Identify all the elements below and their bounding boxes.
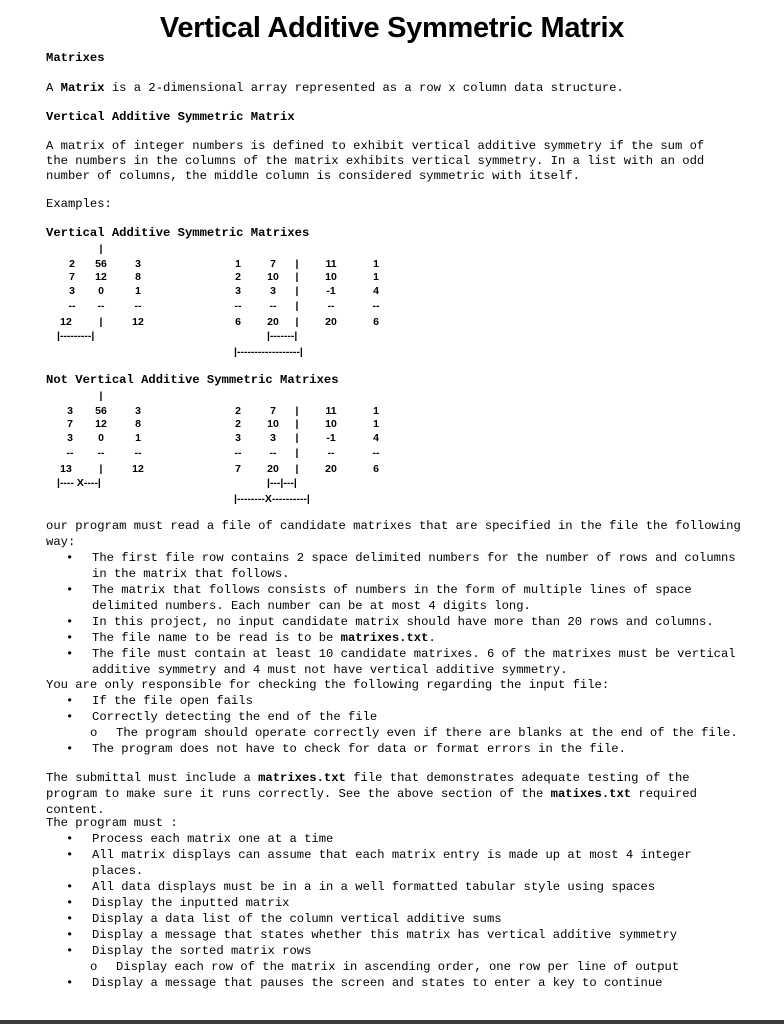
matrix-cell: 0 bbox=[98, 285, 104, 297]
matrix-cell: 1 bbox=[373, 271, 379, 283]
matrix-cell: 56 bbox=[95, 405, 107, 417]
page-title: Vertical Additive Symmetric Matrix bbox=[159, 12, 625, 44]
list-item-text: Correctly detecting the end of the file bbox=[92, 710, 378, 724]
list-item-text: Display the sorted matrix rows bbox=[92, 944, 312, 958]
center-bar: | bbox=[99, 463, 103, 475]
bullet-icon: • bbox=[66, 944, 74, 958]
matrix-cell: 3 bbox=[235, 285, 241, 297]
bullet-icon: • bbox=[66, 976, 74, 990]
bullet-icon: • bbox=[66, 880, 74, 894]
definition-line: number of columns, the middle column is considered symmetric with itself. bbox=[46, 169, 580, 183]
bullet-icon: • bbox=[66, 694, 74, 708]
bullet-icon: • bbox=[66, 631, 74, 645]
separator-cell: -- bbox=[372, 447, 380, 459]
separator-cell: -- bbox=[134, 300, 142, 312]
column-sum: 20 bbox=[325, 463, 337, 475]
list-item-text: Display a message that states whether this matrix has vertical additive symmetry bbox=[92, 928, 678, 942]
list-item-text: Display a data list of the column vertical additive sums bbox=[92, 912, 502, 926]
list-item-text: The first file row contains 2 space delimited numbers for the number of rows and columns in the matrix that follows. bbox=[92, 551, 736, 581]
list-item-text: The file must contain at least 10 candidate matrixes. 6 of the matrixes must be vertical additive symmetry and 4 must not have vertical additive symmetry. bbox=[92, 647, 736, 677]
separator-cell: -- bbox=[372, 300, 380, 312]
program-requirements-intro: The program must : bbox=[46, 816, 178, 830]
separator-cell: -- bbox=[97, 300, 105, 312]
symmetric-examples-heading: Vertical Additive Symmetric Matrixes bbox=[46, 226, 310, 240]
separator-cell: -- bbox=[97, 447, 105, 459]
list-item-text: All matrix displays can assume that each matrix entry is made up at most 4 integer places. bbox=[92, 848, 692, 878]
separator-cell: -- bbox=[269, 447, 277, 459]
matrix-bold-term: Matrix bbox=[60, 81, 105, 95]
matrix-cell: 7 bbox=[270, 405, 276, 417]
column-sum: 12 bbox=[60, 316, 72, 328]
file-name-bold: matixes.txt bbox=[550, 787, 632, 801]
bullet-icon: • bbox=[66, 583, 74, 597]
matrix-cell: 3 bbox=[67, 405, 73, 417]
vas-matrix-heading: Vertical Additive Symmetric Matrix bbox=[46, 110, 295, 124]
matrix-cell: 56 bbox=[95, 258, 107, 270]
sub-list-item bbox=[46, 959, 746, 975]
matrix-cell: 7 bbox=[69, 271, 75, 283]
matrix-cell: 3 bbox=[135, 258, 141, 270]
matrix-cell: 10 bbox=[325, 271, 337, 283]
file-name-bold: matrixes.txt bbox=[340, 631, 429, 645]
matrix-cell: 3 bbox=[235, 432, 241, 444]
bullet-icon: • bbox=[66, 551, 74, 565]
matrix-cell: 3 bbox=[270, 432, 276, 444]
list-item bbox=[46, 614, 746, 630]
bullet-icon: • bbox=[66, 848, 74, 862]
list-item-text: Display each row of the matrix in ascending order, one row per line of output bbox=[116, 960, 680, 974]
center-bar: | bbox=[295, 418, 299, 430]
text-run: The submittal must include a bbox=[46, 771, 259, 785]
bullet-icon: • bbox=[66, 912, 74, 926]
matrix-cell: 1 bbox=[135, 285, 141, 297]
inner-symmetry-bracket: |-------| bbox=[267, 330, 298, 342]
center-bar: | bbox=[295, 432, 299, 444]
center-bar: | bbox=[295, 405, 299, 417]
text-run: required content. bbox=[46, 787, 697, 817]
matrix-cell: 10 bbox=[267, 271, 279, 283]
matrix-cell: -1 bbox=[326, 432, 336, 444]
matrix-cell: -1 bbox=[326, 285, 336, 297]
matrix-cell: 10 bbox=[325, 418, 337, 430]
bullet-icon: • bbox=[66, 928, 74, 942]
bottom-divider bbox=[0, 1020, 784, 1024]
matrix-cell: 12 bbox=[95, 418, 107, 430]
list-item bbox=[46, 895, 746, 911]
matrix-cell: 3 bbox=[69, 285, 75, 297]
separator-cell: -- bbox=[269, 300, 277, 312]
list-item-text: The program does not have to check for data or format errors in the file. bbox=[92, 742, 626, 756]
center-bar: | bbox=[295, 300, 299, 312]
list-item bbox=[46, 693, 746, 709]
separator-cell: -- bbox=[234, 300, 242, 312]
matrix-cell: 11 bbox=[325, 405, 337, 417]
matrix-cell: 10 bbox=[267, 418, 279, 430]
separator-cell: -- bbox=[68, 300, 76, 312]
matrix-cell: 2 bbox=[235, 405, 241, 417]
matrix-cell: 2 bbox=[69, 258, 75, 270]
bullet-icon: • bbox=[66, 615, 74, 629]
outer-symmetry-bracket: |------------------| bbox=[234, 346, 303, 358]
bullet-icon: • bbox=[66, 647, 74, 661]
separator-cell: -- bbox=[66, 447, 74, 459]
list-item-text: . bbox=[428, 631, 436, 645]
list-item-text: Display the inputted matrix bbox=[92, 896, 290, 910]
list-item bbox=[46, 879, 746, 895]
list-item-text: The program should operate correctly even if there are blanks at the end of the file. bbox=[116, 726, 738, 740]
separator-cell: -- bbox=[234, 447, 242, 459]
column-sum: 20 bbox=[325, 316, 337, 328]
not-symmetric-examples-heading: Not Vertical Additive Symmetric Matrixes bbox=[46, 373, 339, 387]
bullet-icon: • bbox=[66, 896, 74, 910]
matrix-cell: 4 bbox=[373, 432, 379, 444]
symmetry-bracket: |---------| bbox=[57, 330, 95, 342]
center-bar: | bbox=[99, 316, 103, 328]
text-run: is a 2-dimensional array represented as a row x column data structure. bbox=[104, 81, 624, 95]
definition-line: the numbers in the columns of the matrix exhibits vertical symmetry. In a list with an odd bbox=[46, 154, 705, 168]
sub-bullet-icon: o bbox=[90, 726, 98, 740]
center-bar: | bbox=[99, 243, 103, 255]
matrix-cell: 3 bbox=[135, 405, 141, 417]
column-sum: 7 bbox=[235, 463, 241, 475]
list-item-text: The file name to be read is to be bbox=[92, 631, 341, 645]
list-item bbox=[46, 975, 746, 991]
matrix-cell: 2 bbox=[235, 271, 241, 283]
matrix-cell: 12 bbox=[95, 271, 107, 283]
sub-bullet-icon: o bbox=[90, 960, 98, 974]
bullet-icon: • bbox=[66, 742, 74, 756]
center-bar: | bbox=[295, 316, 299, 328]
bullet-icon: • bbox=[66, 832, 74, 846]
list-item-text: In this project, no input candidate matrix should have more than 20 rows and columns. bbox=[92, 615, 714, 629]
matrix-cell: 3 bbox=[270, 285, 276, 297]
file-format-intro: our program must read a file of candidate matrixes that are specified in the file the following way: bbox=[46, 519, 741, 549]
separator-cell: -- bbox=[327, 447, 335, 459]
matrix-cell: 4 bbox=[373, 285, 379, 297]
list-item-text: If the file open fails bbox=[92, 694, 253, 708]
file-format-section bbox=[46, 518, 746, 678]
matrix-cell: 1 bbox=[373, 258, 379, 270]
list-item-text: Process each matrix one at a time bbox=[92, 832, 334, 846]
list-item bbox=[46, 646, 746, 678]
matrix-cell: 11 bbox=[325, 258, 337, 270]
submittal-paragraph bbox=[46, 770, 746, 818]
center-bar: | bbox=[295, 258, 299, 270]
list-item bbox=[46, 741, 746, 757]
column-sum: 12 bbox=[132, 463, 144, 475]
matrix-cell: 0 bbox=[98, 432, 104, 444]
list-item bbox=[46, 943, 746, 959]
examples-label: Examples: bbox=[46, 197, 112, 211]
list-item bbox=[46, 911, 746, 927]
list-item-text: Display a message that pauses the screen and states to enter a key to continue bbox=[92, 976, 663, 990]
bullet-icon: • bbox=[66, 710, 74, 724]
list-item bbox=[46, 831, 746, 847]
definition-line: A matrix of integer numbers is defined to exhibit vertical additive symmetry if the sum of bbox=[46, 139, 705, 153]
separator-cell: -- bbox=[134, 447, 142, 459]
column-sum: 6 bbox=[373, 316, 379, 328]
text-run: A bbox=[46, 81, 61, 95]
list-item bbox=[46, 927, 746, 943]
sub-list-item bbox=[46, 725, 746, 741]
center-bar: | bbox=[295, 463, 299, 475]
inner-asymmetry-bracket: |---|---| bbox=[267, 477, 297, 489]
text-run: file that demonstrates adequate testing of the program to make sure it runs correctly. See the above section of the bbox=[46, 771, 690, 801]
matrix-cell: 1 bbox=[373, 418, 379, 430]
center-bar: | bbox=[99, 390, 103, 402]
matrix-cell: 3 bbox=[67, 432, 73, 444]
column-sum: 20 bbox=[267, 463, 279, 475]
matrix-definition-line bbox=[46, 81, 624, 97]
matrix-cell: 8 bbox=[135, 271, 141, 283]
list-item bbox=[46, 847, 746, 879]
responsible-section bbox=[46, 677, 746, 757]
responsible-intro: You are only responsible for checking the following regarding the input file: bbox=[46, 678, 610, 692]
matrix-cell: 7 bbox=[67, 418, 73, 430]
matrix-cell: 1 bbox=[235, 258, 241, 270]
list-item-text: The matrix that follows consists of numbers in the form of multiple lines of space delimited numbers. Each number can be at most 4 digits long. bbox=[92, 583, 692, 613]
column-sum: 13 bbox=[60, 463, 72, 475]
center-bar: | bbox=[295, 447, 299, 459]
matrix-cell: 7 bbox=[270, 258, 276, 270]
column-sum: 20 bbox=[267, 316, 279, 328]
separator-cell: -- bbox=[327, 300, 335, 312]
matrix-cell: 2 bbox=[235, 418, 241, 430]
list-item-text: All data displays must be in a in a well formatted tabular style using spaces bbox=[92, 880, 656, 894]
list-item bbox=[46, 709, 746, 725]
matrixes-heading: Matrixes bbox=[46, 51, 105, 65]
outer-asymmetry-bracket: |--------X----------| bbox=[234, 493, 310, 505]
matrix-cell: 1 bbox=[135, 432, 141, 444]
list-item bbox=[46, 630, 746, 646]
program-requirements-section bbox=[46, 815, 746, 991]
matrix-cell: 8 bbox=[135, 418, 141, 430]
center-bar: | bbox=[295, 285, 299, 297]
file-name-bold: matrixes.txt bbox=[258, 771, 346, 785]
center-bar: | bbox=[295, 271, 299, 283]
column-sum: 6 bbox=[373, 463, 379, 475]
column-sum: 6 bbox=[235, 316, 241, 328]
list-item bbox=[46, 582, 746, 614]
list-item bbox=[46, 550, 746, 582]
asymmetry-bracket: |---- X----| bbox=[57, 477, 101, 489]
column-sum: 12 bbox=[132, 316, 144, 328]
matrix-cell: 1 bbox=[373, 405, 379, 417]
